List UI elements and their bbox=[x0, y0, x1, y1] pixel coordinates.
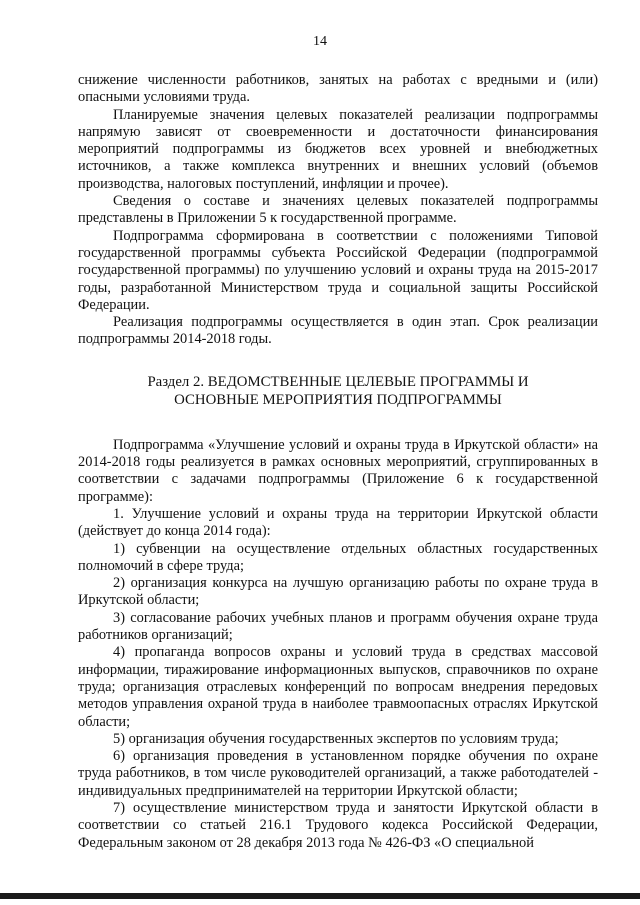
list-item-sub-7: 7) осуществление министерством труда и занятости Иркутской области в соответствии со статьей 216.1 Трудового кодекса Российской Федерации, Федеральным законом от 28 декабря 2013 года № 426-ФЗ «О специальной bbox=[78, 799, 598, 851]
list-item-sub-3: 3) согласование рабочих учебных планов и программ обучения охране труда работников организаций; bbox=[78, 609, 598, 644]
section-heading-line-1: Раздел 2. ВЕДОМСТВЕННЫЕ ЦЕЛЕВЫЕ ПРОГРАММЫ И bbox=[147, 373, 529, 390]
scan-bottom-edge bbox=[0, 893, 640, 899]
list-item-sub-5: 5) организация обучения государственных экспертов по условиям труда; bbox=[113, 730, 559, 747]
list-item-sub-4: 4) пропаганда вопросов охраны и условий труда в средствах массовой информации, тиражирование информационных выпусков, справочников по охране труда; организация отраслевых конференций по вопросам внедрения передовых методов управления охраной труда в наиболее травмоопасных отраслях Иркутской области; bbox=[78, 644, 598, 730]
paragraph-indicators-info: Сведения о составе и значениях целевых показателей подпрограммы представлены в Приложении 5 к государственной программе. bbox=[78, 193, 598, 227]
list-item-sub-1: 1) субвенции на осуществление отдельных областных государственных полномочий в сфере труда; bbox=[78, 540, 598, 574]
list-item-main-1: 1. Улучшение условий и охраны труда на территории Иркутской области (действует до конца 2014 года): bbox=[78, 505, 598, 540]
section-heading bbox=[78, 373, 598, 409]
list-item-sub-6: 6) организация проведения в установленном порядке обучения по охране труда работников, в том числе руководителей организаций, а также работодателей - индивидуальных предпринимателей на территории Иркутской области; bbox=[78, 748, 598, 799]
page-content bbox=[78, 72, 598, 852]
list-item-sub-2: 2) организация конкурса на лучшую организацию работы по охране труда в Иркутской области; bbox=[78, 575, 598, 609]
page-number: 14 bbox=[313, 34, 327, 49]
paragraph-target-values: Планируемые значения целевых показателей реализации подпрограммы напрямую зависят от своевременности и достаточности финансирования мероприятий подпрограммы из бюджетов всех уровней и внебюджетных источников, а также комплекса внутренних и внешних условий (объемов производства, налоговых поступлений, инфляции и прочее). bbox=[78, 106, 598, 192]
paragraph-program-basis: Подпрограмма сформирована в соответствии с положениями Типовой государственной программы субъекта Российской Федерации (подпрограммой государственной программы) по улучшению условий и охраны труда на 2015-2017 годы, разработанной Министерством труда и социальной защиты Российской Федерации. bbox=[78, 227, 598, 313]
paragraph-implementation-term: Реализация подпрограммы осуществляется в один этап. Срок реализации подпрограммы 2014-2018 годы. bbox=[78, 314, 598, 348]
paragraph-intro: Подпрограмма «Улучшение условий и охраны труда в Иркутской области» на 2014-2018 годы реализуется в рамках основных мероприятий, сгруппированных в соответствии с задачами подпрограммы (Приложение 6 к государственной программе): bbox=[78, 436, 598, 505]
paragraph-continuation: снижение численности работников, занятых на работах с вредными и (или) опасными условиями труда. bbox=[78, 72, 598, 106]
section-heading-line-2: ОСНОВНЫЕ МЕРОПРИЯТИЯ ПОДПРОГРАММЫ bbox=[174, 391, 502, 408]
